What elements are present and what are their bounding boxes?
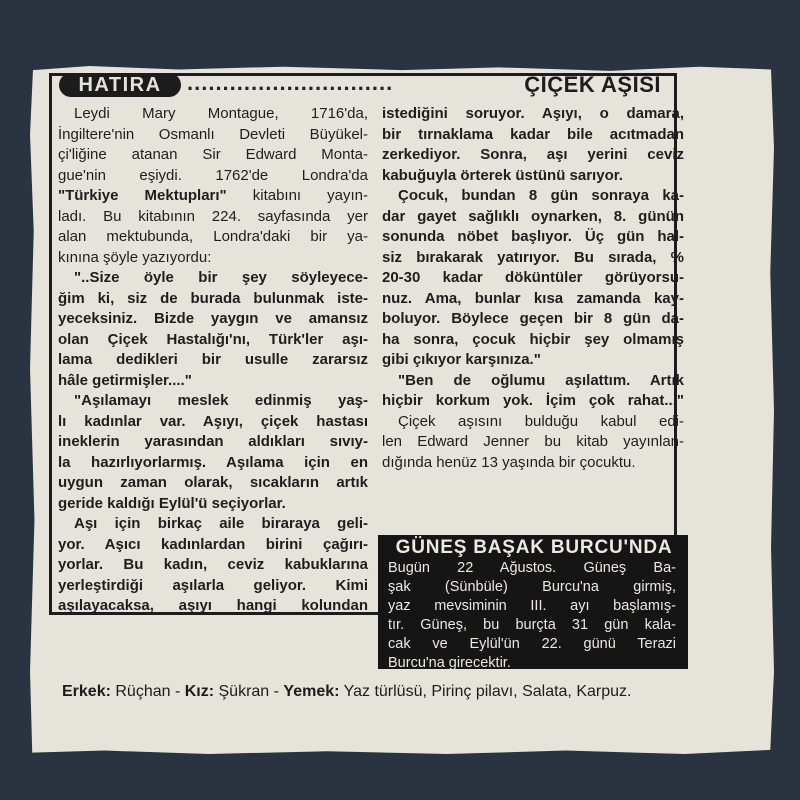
article-line: yeceksiniz. Bizde yaygın ve amansız (58, 310, 368, 327)
yemek-value: Yaz türlüsü, Pirinç pilavı, Salata, Karpuz. (339, 683, 632, 700)
article-line: aşılayacaksa, aşıyı hangi kolundan (58, 597, 368, 614)
article-line: kınına şöyle yazıyordu: (58, 248, 212, 266)
kiz-label: Kız: (184, 683, 215, 700)
article-line: ladı. Bu kitabının 224. sayfasında yer (58, 207, 368, 225)
gunes-line: yaz mevsiminin III. ayı başlamış- (388, 598, 676, 614)
gunes-body (388, 559, 676, 673)
article-line: İngiltere'nin Osmanlı Devleti Büyükel- (58, 125, 368, 143)
article-line: len Edward Jenner bu kitab yayınlan- (382, 433, 684, 450)
article-line: istediğini soruyor. Aşıyı, o damara, (382, 105, 684, 122)
gunes-line: cak ve Eylül'ün 22. günü Terazi (388, 636, 676, 652)
article-column-left (58, 104, 368, 617)
article-line: kabuğuyla örterek üstünü sarıyor. (382, 166, 623, 184)
gunes-line: Burcu'na girecektir. (388, 655, 511, 671)
article-line: dığında henüz 13 yaşında bir çocuktu. (382, 453, 636, 471)
article-line: ineklerin yarasından aldıkları sıvıy- (58, 433, 368, 450)
article-line: nuz. Ama, bunlar kısa zamanda kay- (382, 289, 684, 307)
article-line: alan mektubunda, Londra'daki bir ya- (58, 228, 368, 245)
article-line: lı kadınlar var. Aşıyı, çiçek hastası (58, 412, 368, 430)
erkek-value: Rüçhan - (110, 683, 185, 700)
article-line: "Aşılamayı meslek edinmiş yaş- (74, 392, 368, 409)
article-column-right (382, 104, 684, 473)
article-line: la hazırlıyorlarmış. Aşılama için en (58, 453, 368, 471)
article-line: bir tırnaklama kadar bile acıtmadan (382, 125, 684, 143)
article-line: yor. Aşıcı kadınlardan birini çağırı- (58, 535, 368, 553)
article-line: dar gayet sağlıklı oynarken, 8. günün (382, 207, 684, 225)
article-line: gibi çıkıyor karşınıza." (382, 351, 541, 368)
article-line: "Türkiye Mektupları" kitabını yayın- (58, 187, 369, 204)
article-line: 20-30 kadar döküntüler görüyorsu- (382, 269, 684, 286)
footer-line (62, 683, 631, 701)
article-line: sonunda nöbet başlıyor. Üç gün hal- (382, 228, 684, 245)
article-header (53, 72, 671, 98)
article-line: Çiçek aşısını bulduğu kabul edi- (398, 412, 684, 430)
header-dots: ............................. (187, 70, 394, 95)
gunes-line: tır. Güneş, bu burçta 31 gün kala- (388, 617, 676, 633)
article-line: zerkediyor. Sonra, aşı yerini ceviz (382, 146, 684, 163)
article-line: hiçbir korkum yok. İçim çok rahat..." (382, 392, 684, 409)
hatira-tag: HATIRA (59, 73, 181, 97)
article-line: uygun zaman olarak, sıcakların artık (58, 474, 368, 491)
article-line: çi'liğine atanan Sir Edward Monta- (58, 146, 368, 163)
gunes-basak-box (378, 535, 688, 669)
yemek-label: Yemek: (283, 683, 340, 700)
article-line: yerleştirdiği aşılarla geliyor. Kimi (58, 576, 368, 594)
article-line: Leydi Mary Montague, 1716'da, (74, 105, 368, 122)
article-line: boluyor. Böylece geçen bir 8 gün da- (382, 310, 684, 327)
article-line: gue'nin eşiydi. 1762'de Londra'da (58, 166, 368, 184)
article-line: "Ben de oğlumu aşılattım. Artık (398, 371, 684, 389)
article-line: ha sonra, çocuk hiçbir şey olmamış (382, 330, 684, 348)
article-line: yorlar. Bu kadın, ceviz kabuklarına (58, 556, 368, 573)
gunes-title: GÜNEŞ BAŞAK BURCU'NDA (395, 537, 673, 558)
gunes-line: Bugün 22 Ağustos. Güneş Ba- (388, 560, 676, 576)
article-line: hâle getirmişler...." (58, 371, 192, 389)
article-line: Çocuk, bundan 8 gün sonraya ka- (398, 187, 684, 204)
article-line: "..Size öyle bir şey söyleyece- (74, 269, 368, 286)
kiz-value: Şükran - (214, 683, 284, 700)
article-line: olan Çiçek Hastalığı'nı, Türk'ler aşı- (58, 330, 368, 348)
article-title: ÇİÇEK AŞISI (524, 72, 661, 97)
erkek-label: Erkek: (62, 683, 111, 700)
article-line: Aşı için birkaç aile biraraya geli- (74, 515, 368, 532)
article-line: siz bırakarak yatırıyor. Bu sırada, % (382, 248, 684, 266)
article-line: lama dedikleri bir usulle zararsız (58, 351, 368, 368)
gunes-line: şak (Sünbüle) Burcu'na girmiş, (388, 579, 676, 595)
article-line: ğim ki, siz de burada bulunmak iste- (58, 289, 368, 307)
article-line: geride kaldığı Eylül'ü seçiyorlar. (58, 494, 286, 512)
